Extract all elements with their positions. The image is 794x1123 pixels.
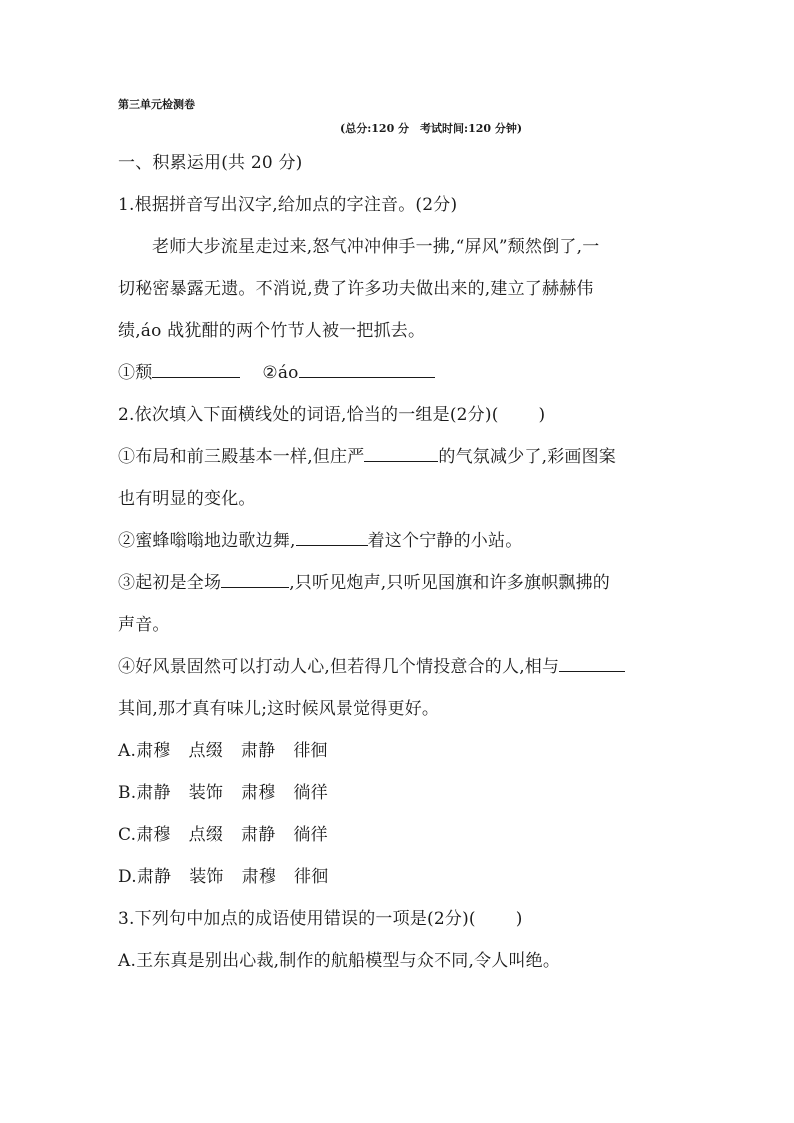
option-word: 徘徊 [293, 741, 328, 761]
q1-answer-row [118, 358, 435, 383]
option-word: 徜徉 [293, 825, 328, 845]
q2-s3-line2: 声音。 [118, 615, 170, 635]
option-word: 肃穆 [136, 825, 171, 845]
q2-blank1[interactable] [364, 460, 438, 462]
q2-s3-part1: ③起初是全场 [118, 573, 222, 593]
q3-paren-close: ) [515, 909, 523, 929]
q1-passage-line2: 切秘密暴露无遗。不消说,费了许多功夫做出来的,建立了赫赫伟 [118, 279, 594, 299]
option-word: 肃穆 [241, 783, 276, 803]
q2-s2-part2: 着这个宁静的小站。 [367, 531, 523, 551]
exam-meta: (总分:120 分 考试时间:120 分钟) [340, 122, 523, 135]
q2-sentence2 [118, 526, 522, 551]
q2-s1-line2: 也有明显的变化。 [118, 489, 256, 509]
q2-blank2[interactable] [296, 544, 368, 546]
option-word: 肃静 [241, 825, 276, 845]
q1-passage-line3: 绩,áo 战犹酣的两个竹节人被一把抓去。 [118, 321, 426, 341]
section-title: 一、积累运用(共 20 分) [118, 153, 303, 173]
q2-stem-row [118, 400, 545, 425]
q1-blank2-label: ②áo [262, 363, 299, 383]
option-label: B. [118, 783, 137, 803]
option-label: C. [118, 825, 137, 845]
q2-option-d[interactable] [118, 862, 346, 887]
q3-option-a[interactable]: A.王东真是别出心裁,制作的航船模型与众不同,令人叫绝。 [118, 951, 561, 971]
option-word: 点缀 [188, 825, 224, 845]
q1-stem: 1.根据拼音写出汉字,给加点的字注音。(2分) [118, 195, 458, 215]
q2-sentence4 [118, 652, 625, 677]
q1-blank1[interactable] [152, 376, 240, 378]
q1-blank1-label: ①颓 [118, 363, 153, 383]
option-word: 肃静 [240, 741, 276, 761]
option-word: 肃静 [136, 783, 171, 803]
q2-blank4[interactable] [559, 670, 625, 672]
q2-s4-line2: 其间,那才真有味儿;这时候风景觉得更好。 [118, 699, 440, 719]
option-word: 装饰 [188, 783, 224, 803]
q2-s4-part1: ④好风景固然可以打动人心,但若得几个情投意合的人,相与 [118, 657, 560, 677]
q2-option-c[interactable] [118, 820, 346, 845]
q2-s1-part2: 的气氛减少了,彩画图案 [438, 447, 617, 467]
option-word: 徘徊 [294, 867, 329, 887]
q3-stem-row [118, 904, 523, 929]
option-label: A. [118, 741, 137, 761]
q1-blank2[interactable] [299, 376, 435, 378]
q2-sentence1 [118, 442, 616, 467]
q2-s1-part1: ①布局和前三殿基本一样,但庄严 [118, 447, 365, 467]
q2-paren-close: ) [538, 405, 546, 425]
option-word: 点缀 [188, 741, 223, 761]
q1-passage-line1: 老师大步流星走过来,怒气冲冲伸手一拂,“屏风”颓然倒了,一 [152, 237, 600, 257]
q2-stem: 2.依次填入下面横线处的词语,恰当的一组是(2分)( [118, 405, 499, 425]
option-word: 徜徉 [293, 783, 328, 803]
option-word: 肃穆 [136, 741, 171, 761]
option-word: 肃穆 [241, 867, 277, 887]
q2-option-a[interactable] [118, 736, 346, 761]
q2-s3-part2: ,只听见炮声,只听见国旗和许多旗帜飘拂的 [289, 573, 611, 593]
unit-title: 第三单元检测卷 [118, 98, 195, 111]
q2-option-b[interactable] [118, 778, 346, 803]
q2-s2-part1: ②蜜蜂嗡嗡地边歌边舞, [118, 531, 296, 551]
q2-blank3[interactable] [221, 586, 289, 588]
q3-stem: 3.下列句中加点的成语使用错误的一项是(2分)( [118, 909, 476, 929]
option-word: 装饰 [189, 867, 224, 887]
option-word: 肃静 [136, 867, 172, 887]
option-label: D. [118, 867, 137, 887]
q2-sentence3 [118, 568, 610, 593]
